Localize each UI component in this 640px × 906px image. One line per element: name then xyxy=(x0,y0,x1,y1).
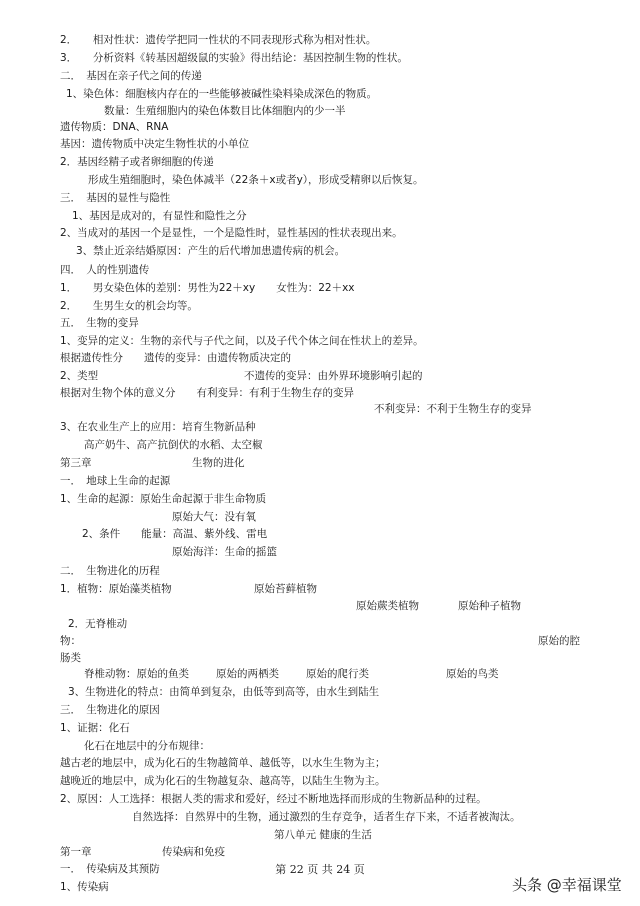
chapter-title: 传染病和免疫 xyxy=(162,846,225,858)
text-line: 自然选择：自然界中的生物，通过激烈的生存竞争，适者生存下来，不适者被淘汰。 xyxy=(132,811,521,823)
section-heading: 一． 地球上生命的起源 xyxy=(60,475,171,487)
text-line: 2． 生男生女的机会均等。 xyxy=(60,300,198,312)
text-line: 遗传物质：DNA、RNA xyxy=(60,121,169,133)
text-line: 不遗传的变异：由外界环境影响引起的 xyxy=(244,370,423,382)
text-line: 1、证据：化石 xyxy=(60,722,130,734)
text-line: 根据对生物个体的意义分 有利变异：有利于生物生存的变异 xyxy=(60,387,354,399)
text-line: 1．植物：原始藻类植物 xyxy=(60,583,172,595)
text-line: 形成生殖细胞时，染色体减半（22条＋x或者y），形成受精卵以后恢复。 xyxy=(88,174,424,186)
chapter-heading: 第一章 xyxy=(60,846,92,858)
text-line: 3． 分析资料《转基因超级鼠的实验》得出结论：基因控制生物的性状。 xyxy=(60,52,408,64)
text-line: 原始的鸟类 xyxy=(446,668,499,680)
text-line: 原始大气：没有氧 xyxy=(172,511,256,523)
text-line: 基因：遗传物质中决定生物性状的小单位 xyxy=(60,138,249,150)
section-heading: 四． 人的性别遗传 xyxy=(60,264,150,276)
section-heading: 二． 生物进化的历程 xyxy=(60,565,160,577)
watermark: 头条 @幸福课堂 xyxy=(512,876,622,894)
text-line: 2、当成对的基因一个是显性，一个是隐性时，显性基因的性状表现出来。 xyxy=(60,227,403,239)
text-line: 1、传染病 xyxy=(60,881,109,893)
chapter-heading: 第三章 xyxy=(60,457,92,469)
text-line: 根据遗传性分 遗传的变异：由遗传物质决定的 xyxy=(60,352,291,364)
text-line: 原始的两栖类 xyxy=(216,668,279,680)
text-line: 1、变异的定义：生物的亲代与子代之间，以及子代个体之间在性状上的差异。 xyxy=(60,335,424,347)
text-line: 越晚近的地层中，成为化石的生物越复杂、越高等，以陆生生物为主。 xyxy=(60,775,386,787)
text-line: 2． 相对性状：遗传学把同一性状的不同表现形式称为相对性状。 xyxy=(60,34,377,46)
unit-heading: 第八单元 健康的生活 xyxy=(274,829,372,841)
text-line: 1、染色体：细胞核内存在的一些能够被碱性染料染成深色的物质。 xyxy=(66,88,378,100)
text-line: 越古老的地层中，成为化石的生物越简单、越低等，以水生生物为主； xyxy=(60,757,386,769)
text-line: 化石在地层中的分布规律： xyxy=(84,740,210,752)
text-line: 数量：生殖细胞内的染色体数目比体细胞内的少一半 xyxy=(104,105,346,117)
text-line: 原始蕨类植物 xyxy=(356,600,419,612)
section-heading: 二． 基因在亲子代之间的传递 xyxy=(60,70,202,82)
section-heading: 一． 传染病及其预防 xyxy=(60,863,160,875)
chapter-title: 生物的进化 xyxy=(192,457,245,469)
text-line: 物： xyxy=(60,635,81,647)
text-line: 3、在农业生产上的应用：培育生物新品种 xyxy=(60,421,256,433)
text-line: 1． 男女染色体的差别：男性为22＋xy 女性为：22＋xx xyxy=(60,282,355,294)
section-heading: 三． 生物进化的原因 xyxy=(60,704,160,716)
text-line: 2．基因经精子或者卵细胞的传递 xyxy=(60,156,214,168)
text-line: 原始的爬行类 xyxy=(306,668,369,680)
text-line: 原始的腔 xyxy=(538,635,580,647)
text-line: 2．无脊椎动 xyxy=(68,618,128,630)
text-line: 肠类 xyxy=(60,652,81,664)
text-line: 1、生命的起源：原始生命起源于非生命物质 xyxy=(60,493,267,505)
text-line: 2、原因：人工选择：根据人类的需求和爱好，经过不断地选择而形成的生物新品种的过程。 xyxy=(60,793,487,805)
text-line: 原始种子植物 xyxy=(458,600,521,612)
text-line: 不利变异：不利于生物生存的变异 xyxy=(374,403,532,415)
text-line: 3、禁止近亲结婚原因：产生的后代增加患遗传病的机会。 xyxy=(76,245,346,257)
text-line: 1、基因是成对的，有显性和隐性之分 xyxy=(72,210,247,222)
text-line: 2、条件 能量：高温、紫外线、雷电 xyxy=(82,528,268,540)
section-heading: 五． 生物的变异 xyxy=(60,317,139,329)
text-line: 3、生物进化的特点：由简单到复杂，由低等到高等，由水生到陆生 xyxy=(68,686,380,698)
page-footer: 第 22 页 共 24 页 xyxy=(275,863,365,876)
text-line: 原始苔藓植物 xyxy=(254,583,317,595)
text-line: 脊椎动物：原始的鱼类 xyxy=(84,668,189,680)
section-heading: 三． 基因的显性与隐性 xyxy=(60,192,171,204)
text-line: 原始海洋：生命的摇篮 xyxy=(172,546,277,558)
text-line: 高产奶牛、高产抗倒伏的水稻、太空椒 xyxy=(84,439,263,451)
text-line: 2、类型 xyxy=(60,370,99,382)
